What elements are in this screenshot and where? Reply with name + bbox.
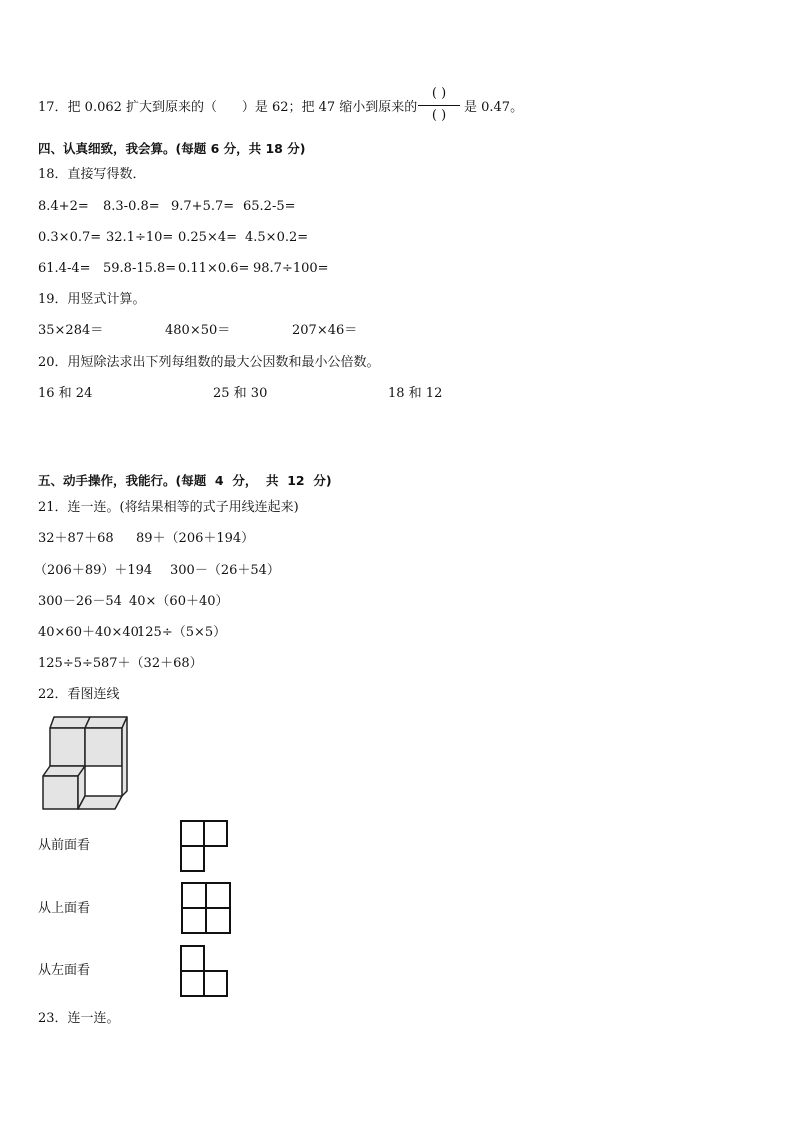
q18-item: 32.1÷10=	[106, 230, 174, 245]
q20-item: 16 和 24	[38, 386, 93, 401]
fraction-numerator-blank: ( )	[431, 86, 447, 101]
q19-title: 19．用竖式计算。	[38, 292, 146, 307]
q21-right-expr[interactable]: 87＋（32＋68）	[101, 656, 203, 671]
q18-item: 8.3-0.8=	[103, 199, 160, 214]
q18-title: 18．直接写得数．	[38, 167, 146, 182]
q18-item: 65.2-5=	[243, 199, 296, 214]
q21-right-expr[interactable]: 300－（26＋54）	[170, 563, 280, 578]
fraction-bar	[418, 105, 460, 106]
q22-title: 22．看图连线	[38, 687, 120, 702]
q18-item: 61.4-4=	[38, 261, 91, 276]
q21-right-expr[interactable]: 89＋（206＋194）	[136, 531, 255, 546]
cube-stack-figure	[38, 714, 130, 810]
q21-right-expr[interactable]: 125÷（5×5）	[137, 625, 227, 640]
q21-right-expr[interactable]: 40×（60＋40）	[129, 594, 229, 609]
q18-item: 59.8-15.8=	[103, 261, 177, 276]
q20-item: 18 和 12	[388, 386, 443, 401]
section-5-heading: 五、动手操作，我能行。(每题 4 分， 共 12 分)	[38, 473, 332, 488]
q17-fraction-blank[interactable]	[418, 86, 460, 126]
q18-item: 0.25×4=	[178, 230, 238, 245]
q20-title: 20．用短除法求出下列每组数的最大公因数和最小公倍数。	[38, 355, 380, 370]
q21-left-expr[interactable]: 300－26－54	[38, 594, 122, 609]
q18-item: 9.7+5.7=	[171, 199, 235, 214]
view-diagram-b[interactable]	[181, 881, 233, 935]
q18-item: 0.3×0.7=	[38, 230, 102, 245]
fraction-denominator-blank: ( )	[431, 108, 447, 123]
q21-left-expr[interactable]: 125÷5÷5	[38, 656, 102, 671]
q21-title: 21．连一连。(将结果相等的式子用线连起来)	[38, 500, 299, 515]
view-diagram-a[interactable]	[180, 819, 230, 873]
q17-text-end: 是 0.47。	[464, 100, 524, 115]
view-diagram-c[interactable]	[180, 944, 230, 998]
q19-item: 480×50＝	[165, 323, 231, 338]
q21-left-expr[interactable]: 32＋87＋68	[38, 531, 114, 546]
q23-title: 23．连一连。	[38, 1011, 120, 1026]
view-label-top[interactable]: 从上面看	[38, 901, 91, 916]
q17-text: 17．把 0.062 扩大到原来的（ ）是 62；把 47 缩小到原来的	[38, 100, 418, 115]
q19-item: 35×284＝	[38, 323, 104, 338]
q18-item: 0.11×0.6=	[178, 261, 250, 276]
q20-item: 25 和 30	[213, 386, 268, 401]
q19-item: 207×46＝	[292, 323, 358, 338]
q18-item: 4.5×0.2=	[245, 230, 309, 245]
view-label-front[interactable]: 从前面看	[38, 838, 91, 853]
q18-item: 8.4+2=	[38, 199, 89, 214]
q21-left-expr[interactable]: （206＋89）＋194	[34, 563, 153, 578]
q18-item: 98.7÷100=	[253, 261, 329, 276]
q21-left-expr[interactable]: 40×60＋40×40	[38, 625, 139, 640]
section-4-heading: 四、认真细致，我会算。(每题 6 分，共 18 分)	[38, 141, 306, 156]
view-label-left[interactable]: 从左面看	[38, 963, 91, 978]
